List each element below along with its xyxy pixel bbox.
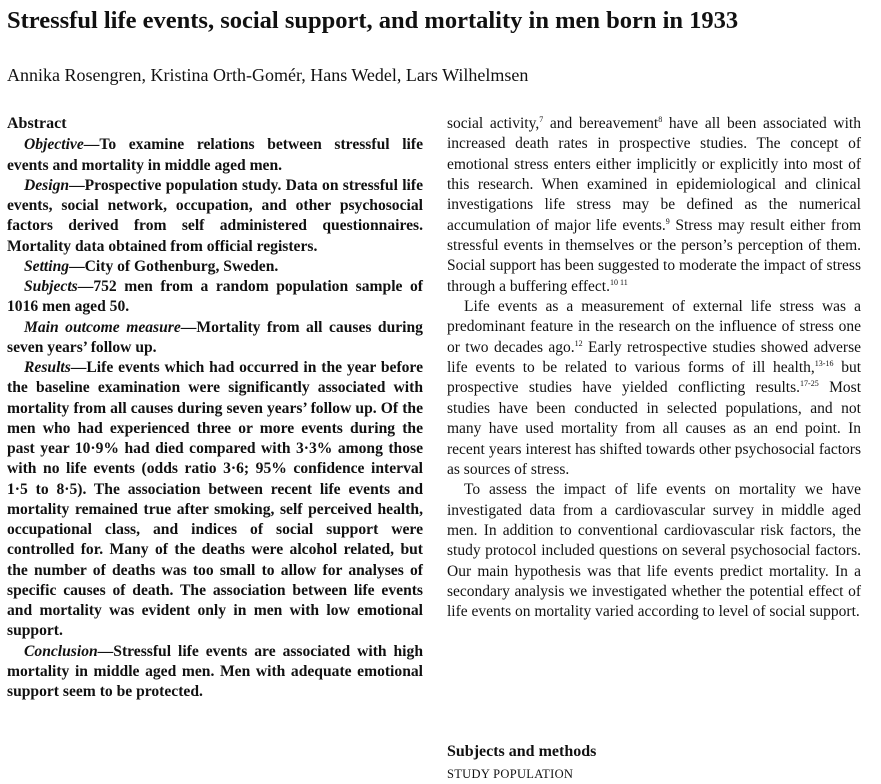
abstract-text: —City of Gothenburg, Sweden.	[69, 257, 279, 275]
body-text: social activity,	[447, 115, 540, 132]
abstract-label: Main outcome measure	[24, 318, 181, 336]
abstract-heading: Abstract	[7, 115, 67, 132]
author-list: Annika Rosengren, Kristina Orth-Gomér, Hans Wedel, Lars Wilhelmsen	[7, 65, 529, 85]
abstract-text: —Stressful life events are associated with high mortality in middle aged men. Men with adequate emotional support seem to be protected.	[7, 642, 423, 700]
abstract-label: Design	[24, 176, 70, 194]
abstract-label: Results	[24, 359, 71, 376]
abstract-conclusion	[7, 642, 423, 703]
reference-17-25: 17-25	[800, 379, 819, 389]
body-text: but prospective studies have yielded conflicting results.	[447, 359, 862, 397]
body-paragraph-1	[447, 114, 861, 297]
abstract-text: —Prospective population study. Data on stressful life events, social network, occupation, and other psychosocial factors derived from self administered questionnaires. Mortality data obtained from official registers.	[7, 176, 423, 255]
body-text: Stress may result either from stressful events in themselves or the person’s perception of them. Social support has been suggested to moderate the impact of stress through a buffering effect.	[447, 216, 861, 295]
abstract-text: —To examine relations between stressful life events and mortality in middle aged men.	[7, 136, 423, 174]
abstract-design	[7, 176, 423, 257]
body-column	[447, 114, 861, 623]
abstract-subjects	[7, 277, 423, 318]
body-text: Early retrospective studies showed adverse life events to be related to various forms of ill health,	[447, 338, 861, 377]
reference-8: 8	[658, 114, 663, 124]
abstract-setting	[7, 257, 423, 277]
section-heading: Subjects and methods	[447, 743, 597, 760]
reference-10-11: 10 11	[609, 277, 628, 287]
body-text: Life events as a measurement of external life stress was a predominant feature in the research on the influence of stress one or two decades ago.	[447, 298, 861, 356]
abstract-text: —Mortality from all causes during seven years’ follow up.	[7, 318, 423, 356]
subsection-heading: STUDY POPULATION	[447, 767, 574, 781]
body-text: have all been associated with increased death rates in prospective studies. The concept of emotional stress enters either implicitly or explicitly into most of this research. When examined in epidemiological and clinical investigations life stress may be defined as the numerical accumulation of major life events.	[447, 115, 861, 234]
body-text: Most studies have been conducted in selected populations, and not many have used mortality from all causes as an end point. In recent years interest has shifted towards other psychosocial factors as sources of stress.	[447, 379, 862, 478]
reference-12: 12	[574, 338, 583, 348]
reference-7: 7	[539, 114, 544, 124]
abstract-label: Objective	[24, 136, 84, 154]
body-paragraph-2	[447, 297, 861, 480]
abstract-objective	[7, 135, 423, 176]
body-text: and bereavement	[543, 115, 659, 132]
reference-9: 9	[665, 216, 670, 226]
reference-13-16: 13-16	[814, 358, 834, 368]
body-paragraph-3: To assess the impact of life events on mortality we have investigated data from a cardiovascular survey in middle aged men. In addition to conventional cardiovascular risk factors, the study protocol included questions on several psychosocial factors. Our main hypothesis was that life events predict mortality. In a secondary analysis we investigated whether the potential effect of life events on mortality varied according to level of social support.	[447, 481, 861, 621]
abstract-label: Subjects	[24, 278, 78, 295]
abstract-label: Setting	[24, 257, 70, 275]
abstract-main-outcome	[7, 318, 423, 359]
abstract-results	[7, 358, 423, 642]
abstract-label: Conclusion	[24, 642, 98, 660]
abstract-text: —752 men from a random population sample of 1016 men aged 50.	[7, 278, 423, 316]
abstract-column	[7, 114, 423, 702]
article-title: Stressful life events, social support, and mortality in men born in 1933	[7, 7, 739, 34]
abstract-text: —Life events which had occurred in the year before the baseline examination were significantly associated with mortality from all causes during seven years’ follow up. Of the men who had experienced three or more events during the past year 10·9% had died compared with 3·3% among those with no life events (odds ratio 3·6; 95% confidence interval 1·5 to 8·5). The association between recent life events and mortality remained true after smoking, self perceived health, occupational class, and indices of social support were controlled for. Many of the deaths were alcohol related, but the number of deaths was too small to allow for analyses of specific causes of death. The association between life events and mortality was evident only in men with low emotional support.	[7, 359, 423, 640]
